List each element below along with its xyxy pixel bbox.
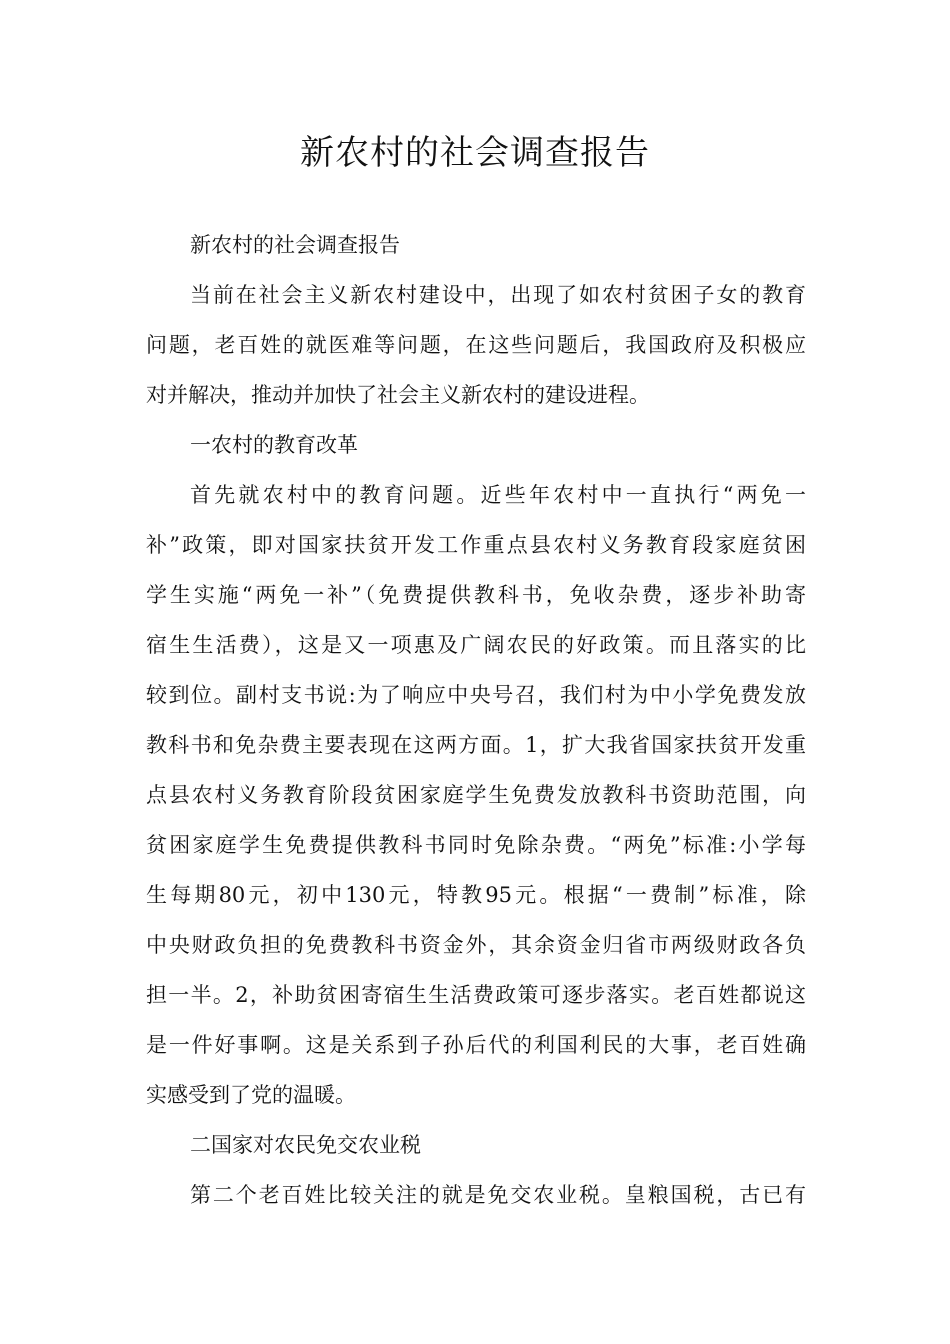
paragraph-line: 学生实施“两免一补”（免费提供教科书，免收杂费，逐步补助寄 (146, 583, 806, 607)
paragraph-line: 宿生生活费），这是又一项惠及广阔农民的好政策。而且落实的比 (146, 633, 806, 657)
paragraph-line: 实感受到了党的温暖。 (146, 1083, 356, 1107)
paragraph-line: 新农村的社会调查报告 (190, 233, 400, 257)
paragraph-line: 一农村的教育改革 (190, 433, 358, 457)
document-title: 新农村的社会调查报告 (300, 133, 650, 173)
paragraph-line: 对并解决，推动并加快了社会主义新农村的建设进程。 (146, 383, 650, 407)
paragraph-line: 贫困家庭学生免费提供教科书同时免除杂费。“两免”标准:小学每 (146, 833, 806, 857)
paragraph-line: 点县农村义务教育阶段贫困家庭学生免费发放教科书资助范围，向 (146, 783, 806, 807)
paragraph-line: 问题，老百姓的就医难等问题，在这些问题后，我国政府及积极应 (146, 333, 806, 357)
paragraph-line: 第二个老百姓比较关注的就是免交农业税。皇粮国税，古已有 (190, 1183, 806, 1207)
paragraph-line: 担一半。2，补助贫困寄宿生生活费政策可逐步落实。老百姓都说这 (146, 983, 806, 1007)
paragraph-line: 较到位。副村支书说:为了响应中央号召，我们村为中小学免费发放 (146, 683, 806, 707)
paragraph-line: 首先就农村中的教育问题。近些年农村中一直执行“两免一 (190, 483, 806, 507)
paragraph-line: 生每期80元，初中130元，特教95元。根据“一费制”标准，除 (146, 883, 806, 907)
paragraph-line: 当前在社会主义新农村建设中，出现了如农村贫困子女的教育 (190, 283, 806, 307)
paragraph-line: 教科书和免杂费主要表现在这两方面。1，扩大我省国家扶贫开发重 (146, 733, 806, 757)
paragraph-line: 二国家对农民免交农业税 (190, 1133, 421, 1157)
paragraph-line: 补”政策，即对国家扶贫开发工作重点县农村义务教育段家庭贫困 (146, 533, 806, 557)
paragraph-line: 是一件好事啊。这是关系到子孙后代的利国利民的大事，老百姓确 (146, 1033, 806, 1057)
paragraph-line: 中央财政负担的免费教科书资金外，其余资金归省市两级财政各负 (146, 933, 806, 957)
